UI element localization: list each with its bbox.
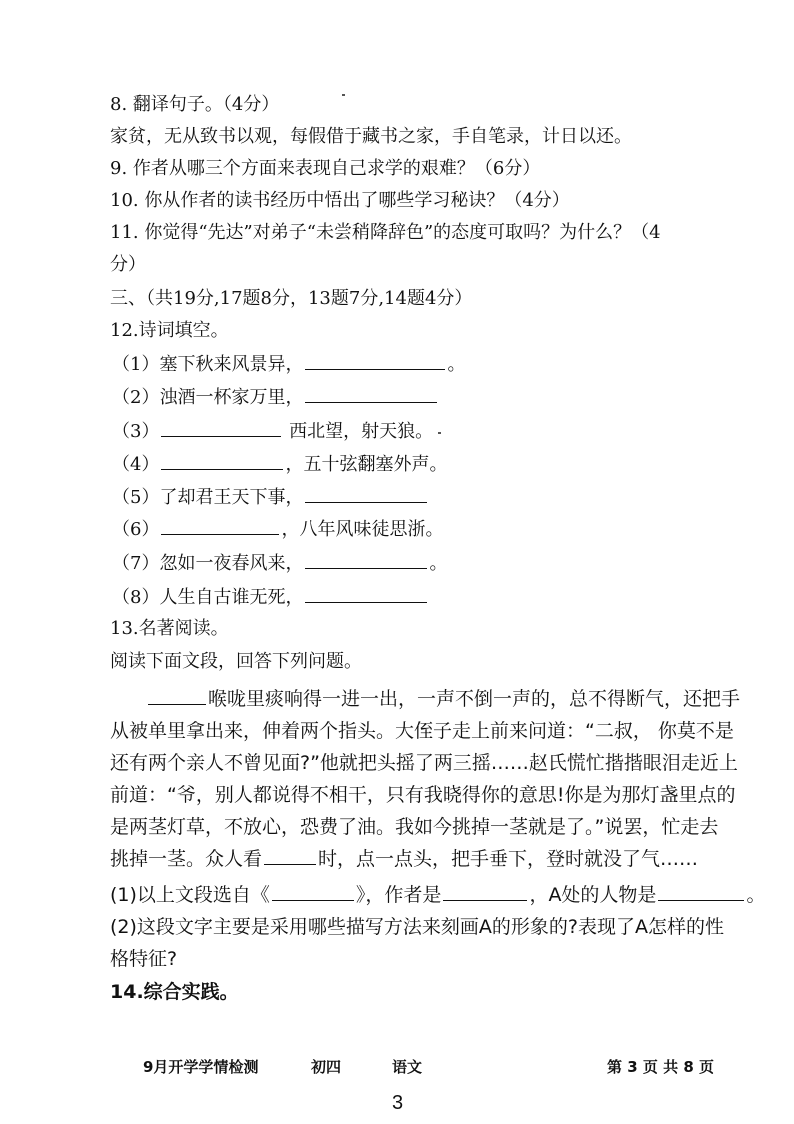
poem-before: 人生自古谁无死，: [159, 587, 304, 608]
q13-sub1: (1)以上文段选自《 》，作者是 ，A处的人物是 。: [110, 880, 710, 911]
character-blank[interactable]: [658, 880, 744, 901]
item-number: （6）: [112, 519, 160, 540]
author-blank[interactable]: [443, 880, 527, 901]
q13-sub2-line1: (2)这段文字主要是采用哪些描写方法来刻画A的形象的?表现了A怎样的性: [110, 916, 724, 938]
q13-instruction: 阅读下面文段，回答下列问题。: [110, 651, 362, 672]
poem-item: [112, 584, 429, 611]
item-number: （5）: [112, 487, 160, 508]
item-number: （3）: [112, 421, 160, 442]
item-number: （7）: [112, 553, 160, 574]
scan-speck: [438, 432, 441, 434]
item-number: （1）: [112, 354, 160, 375]
poem-after: 。: [447, 354, 466, 375]
q8-title: 8. 翻译句子。（4分）: [110, 94, 280, 115]
section3-heading: 三、（共19分,17题8分，13题7分,14题4分）: [110, 288, 473, 309]
poem-item: [112, 550, 447, 577]
answer-blank[interactable]: [161, 516, 279, 535]
poem-after: ，五十弦翻塞外声。: [285, 454, 448, 475]
poem-before: 塞下秋来风景异，: [159, 354, 304, 375]
poem-item: [112, 451, 447, 478]
answer-blank[interactable]: [305, 351, 445, 370]
poem-before: 浊酒一杯家万里，: [159, 387, 304, 408]
passage-line: 还有两个亲人不曾见面?”他就把头摇了两三摇……赵氏慌忙揩揩眼泪走近上: [110, 752, 738, 774]
q8-sentence: 家贫，无从致书以观，每假借于藏书之家，手自笔录，计日以还。: [110, 126, 632, 147]
passage-blank-a: [148, 684, 206, 705]
passage-line: 从被单里拿出来，伸着两个指头。大侄子走上前来问道：“二叔， 你莫不是: [110, 720, 734, 742]
answer-blank[interactable]: [305, 584, 427, 603]
poem-item: [112, 516, 443, 543]
q9-text: 9. 作者从哪三个方面来表现自己求学的艰难？（6分）: [110, 158, 541, 179]
footer-exam: 9月开学学情检测: [143, 1058, 259, 1076]
passage-blank: [264, 844, 316, 865]
answer-blank[interactable]: [161, 451, 283, 470]
poem-after: 西北望，射天狼。: [283, 421, 434, 442]
answer-blank[interactable]: [161, 418, 281, 437]
q12-title: 12.诗词填空。: [110, 320, 229, 341]
q11-line1: 11. 你觉得“先达”对弟子“未尝稍降辞色”的态度可取吗？为什么？（4: [110, 222, 661, 243]
poem-after: ，八年风味徒思浙。: [281, 519, 444, 540]
book-title-blank[interactable]: [272, 880, 354, 901]
answer-blank[interactable]: [305, 484, 427, 503]
footer-grade: 初四: [311, 1058, 342, 1076]
passage-line: 是两茎灯草，不放心，恐费了油。我如今挑掉一茎就是了。”说罢，忙走去: [110, 816, 719, 838]
q14-title: 14.综合实践。: [110, 981, 239, 1003]
poem-before: 了却君王天下事，: [159, 487, 304, 508]
poem-item: [112, 351, 465, 378]
q11-line2: 分）: [110, 254, 146, 275]
q10-text: 10. 你从作者的读书经历中悟出了哪些学习秘诀？（4分）: [110, 190, 570, 211]
passage-line: 喉咙里痰响得一进一出，一声不倒一声的，总不得断气，还把手: [110, 684, 710, 715]
poem-item: [112, 384, 439, 411]
item-number: （4）: [112, 454, 160, 475]
footer-page-info: 第 3 页 共 8 页: [607, 1058, 714, 1076]
poem-after: 。: [429, 553, 448, 574]
item-number: （8）: [112, 587, 160, 608]
passage-line: 挑掉一茎。众人看 时，点一点头，把手垂下，登时就没了气……: [110, 844, 710, 875]
page-number: 3: [392, 1092, 404, 1114]
poem-item: [112, 484, 429, 511]
poem-before: 忽如一夜春风来，: [159, 553, 304, 574]
answer-blank[interactable]: [305, 550, 427, 569]
footer-subject: 语文: [392, 1058, 423, 1076]
q13-title: 13.名著阅读。: [110, 618, 229, 639]
passage-line: 前道：“爷，别人都说得不相干，只有我晓得你的意思!你是为那灯盏里点的: [110, 784, 736, 806]
answer-blank[interactable]: [305, 384, 437, 403]
item-number: （2）: [112, 387, 160, 408]
scan-speck: [342, 94, 345, 96]
q13-sub2-line2: 格特征?: [110, 948, 178, 970]
poem-item: [112, 418, 433, 445]
